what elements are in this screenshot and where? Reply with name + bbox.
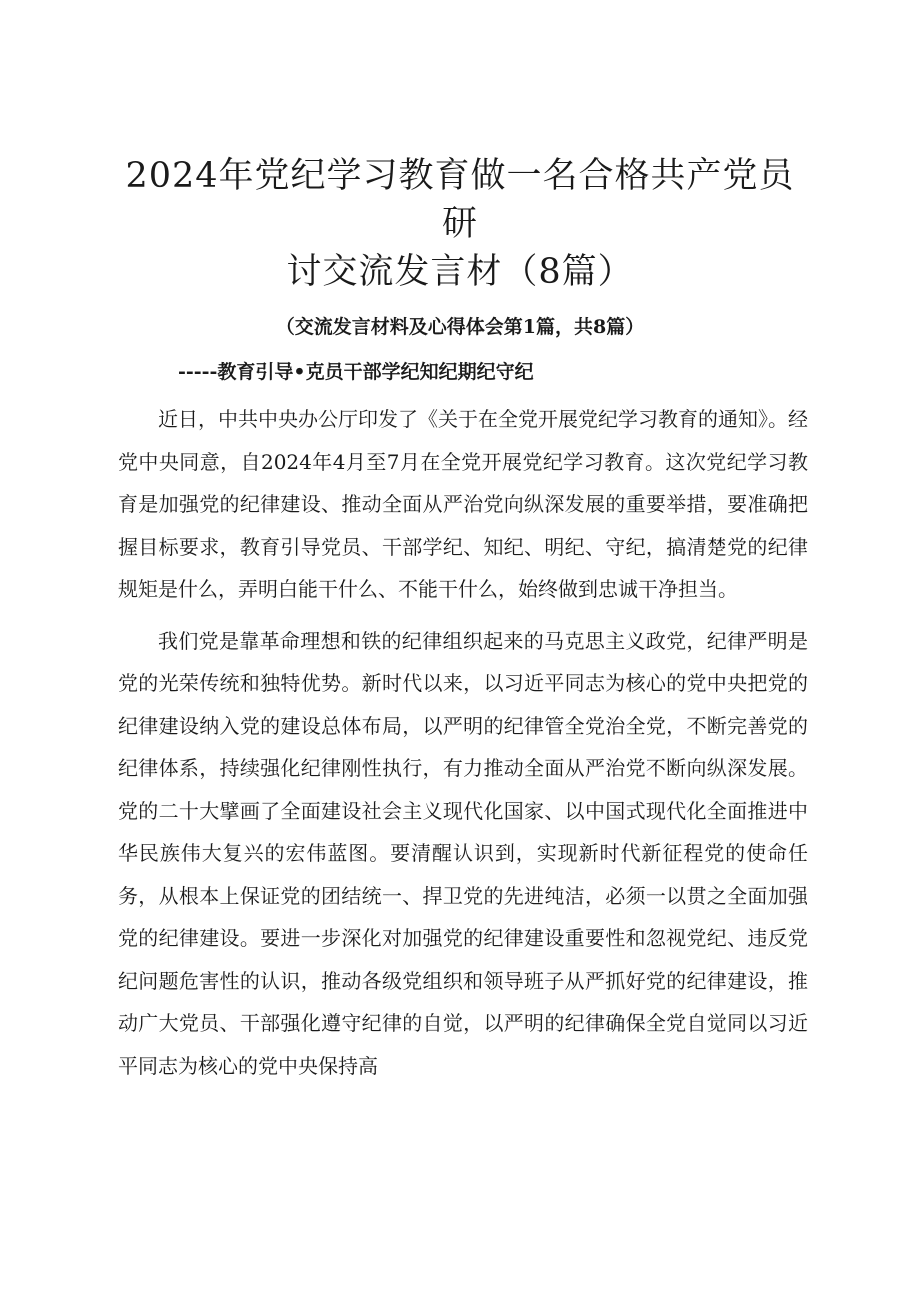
body-paragraph-1: 近日，中共中央办公厅印发了《关于在全党开展党纪学习教育的通知》。经党中央同意，自2024年4月至7月在全党开展党纪学习教育。这次党纪学习教育是加强党的纪律建设、推动全面从严治党向纵深发展的重要举措，要准确把握目标要求，教育引导党员、干部学纪、知纪、明纪、守纪，搞清楚党的纪律规矩是什么，弄明白能干什么、不能干什么，始终做到忠诚干净担当。: [118, 407, 808, 601]
document-subtitle: （交流发言材料及心得体会第1篇，共8篇）: [275, 316, 645, 338]
body-paragraph-2: 我们党是靠革命理想和铁的纪律组织起来的马克思主义政党，纪律严明是党的光荣传统和独特优势。新时代以来，以习近平同志为核心的党中央把党的纪律建设纳入党的建设总体布局，以严明的纪律管全党治全党，不断完善党的纪律体系，持续强化纪律刚性执行，有力推动全面从严治党不断向纵深发展。党的二十大擘画了全面建设社会主义现代化国家、以中国式现代化全面推进中华民族伟大复兴的宏伟蓝图。要清醒认识到，实现新时代新征程党的使命任务，从根本上保证党的团结统一、捍卫党的先进纯洁，必须一以贯之全面加强党的纪律建设。要进一步深化对加强党的纪律建设重要性和忽视党纪、违反党纪问题危害性的认识，推动各级党组织和领导班子从严抓好党的纪律建设，推动广大党员、干部强化遵守纪律的自觉，以严明的纪律确保全党自觉同以习近平同志为核心的党中央保持高: [118, 628, 808, 1078]
document-body: [118, 398, 808, 1087]
document-title-line-1: 2024年党纪学习教育做一名合格共产党员研: [125, 156, 795, 244]
document-byline: -----教育引导•克员干部学纪知纪期纪守纪: [178, 361, 534, 383]
document-title: [110, 152, 810, 296]
document-title-line-2: 讨交流发言材（8篇）: [286, 252, 634, 292]
